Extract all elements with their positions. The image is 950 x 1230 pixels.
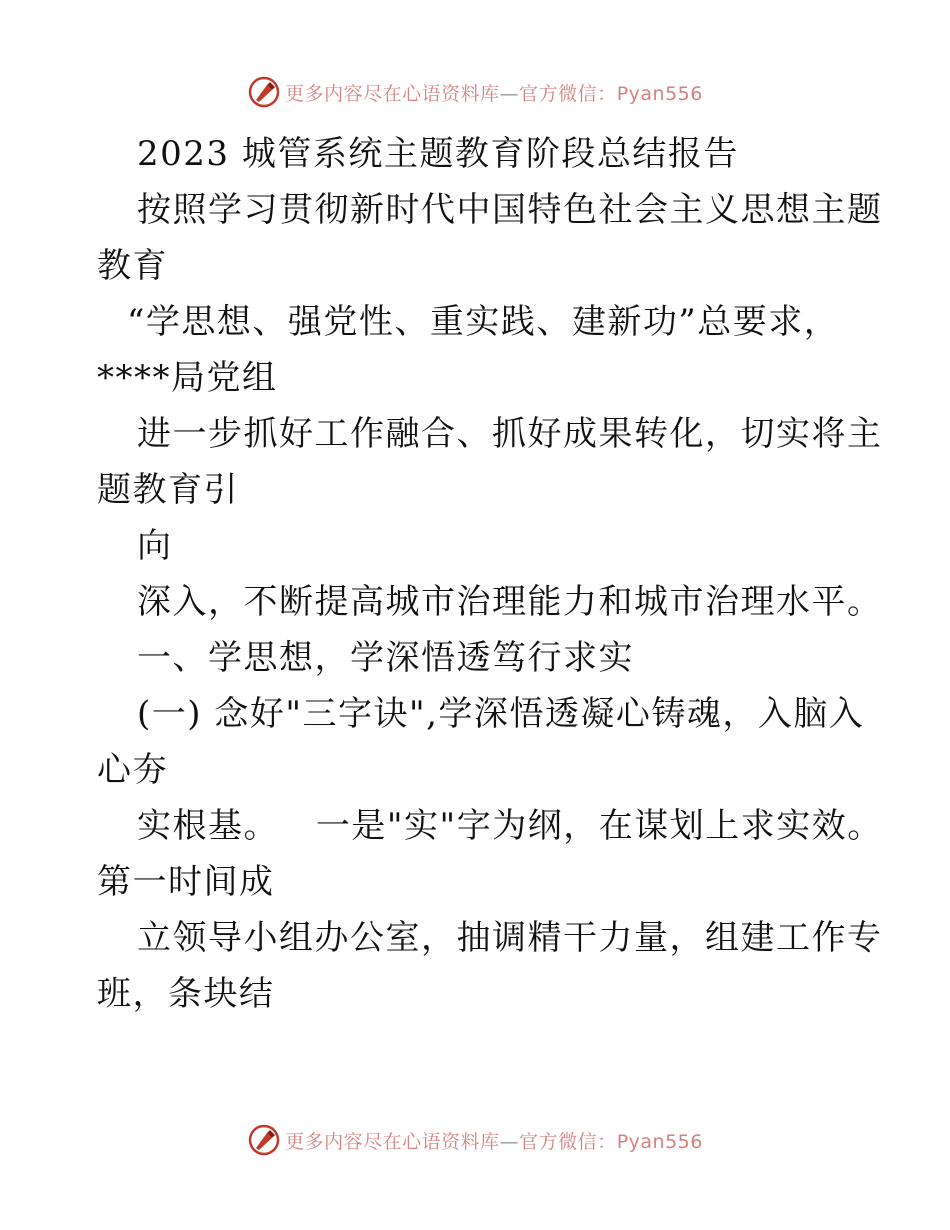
header-watermark [0, 72, 950, 112]
paragraph-line: “学思想、强党性、重实践、建新功”总要求， [127, 302, 840, 342]
pen-nib-logo-icon [247, 75, 281, 109]
section-heading: 一、学思想，学深悟透笃行求实 [137, 638, 634, 678]
watermark-text: 更多内容尽在心语资料库—官方微信：Pyan556 [285, 82, 703, 105]
watermark-text: 更多内容尽在心语资料库—官方微信：Pyan556 [285, 1130, 703, 1153]
paragraph-line: 按照学习贯彻新时代中国特色社会主义思想主题 [137, 190, 883, 230]
paragraph-line: ****局党组 [97, 358, 278, 398]
paragraph-line: 深入，不断提高城市治理能力和城市治理水平。 [137, 582, 883, 622]
paragraph-line: 教育 [97, 246, 168, 286]
document-body [97, 126, 883, 1022]
paragraph-line: 心夯 [97, 750, 168, 790]
paragraph-line: 进一步抓好工作融合、抓好成果转化，切实将主 [137, 414, 883, 454]
document-title: 2023 城管系统主题教育阶段总结报告 [137, 134, 739, 174]
pen-nib-logo-icon [247, 1123, 281, 1157]
paragraph-line: 题教育引 [97, 470, 239, 510]
paragraph-line: 第一时间成 [97, 862, 275, 902]
footer-watermark [0, 1120, 950, 1160]
paragraph-line: 立领导小组办公室，抽调精干力量，组建工作专 [137, 918, 883, 958]
paragraph-line: 班，条块结 [97, 974, 275, 1014]
subsection-heading: (一) 念好"三字诀",学深悟透凝心铸魂，入脑入 [137, 694, 865, 734]
paragraph-line: 实根基。 一是"实"字为纲，在谋划上求实效。 [137, 806, 883, 846]
paragraph-line: 向 [137, 526, 173, 566]
